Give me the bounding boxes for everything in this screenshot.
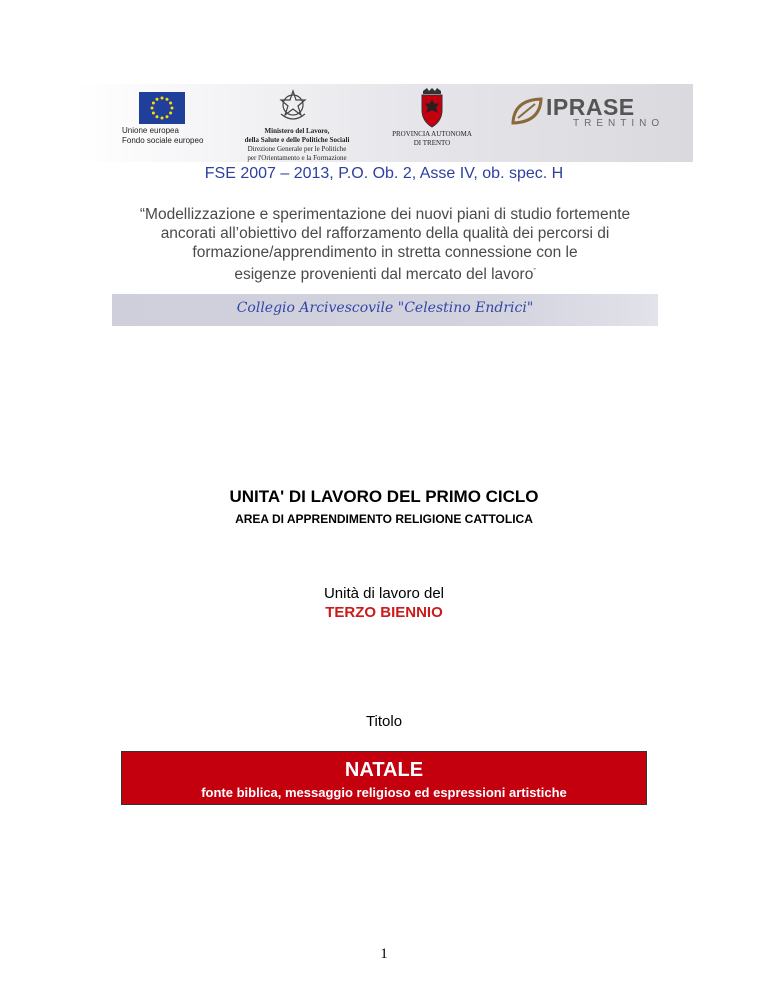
title-subtitle: fonte biblica, messaggio religioso ed espressioni artistiche [201,785,567,800]
italian-republic-emblem-icon [276,88,310,124]
ministry-caption-line2: della Salute e delle Politiche Sociali [244,136,350,144]
trento-shield-icon [419,88,445,128]
ministry-caption-line3: Direzione Generale per le Politiche [247,145,347,153]
unit-of-label: Unità di lavoro del [323,585,445,602]
iprase-leaf-icon [510,96,544,126]
province-caption-line1: PROVINCIA AUTONOMA [392,130,472,138]
title-main: NATALE [344,759,424,781]
project-title-close-quote: ” [533,268,536,275]
area-title: AREA DI APPRENDIMENTO RELIGIONE CATTOLICA [235,512,533,526]
college-name: Collegio Arcivescovile "Celestino Endrici" [236,300,534,316]
project-title-line4: esigenze provenienti dal mercato del lavoro [234,266,534,284]
ministry-caption-line1: Ministero del Lavoro, [264,127,330,135]
ministry-caption-line4: per l'Orientamento e la Formazione [247,154,347,162]
title-box [121,751,647,805]
iprase-logo-name: IPRASE [546,94,635,120]
page-number: 1 [380,946,388,962]
eu-caption [122,126,212,146]
iprase-logo-subtitle: TRENTINO [573,118,665,129]
province-caption-line2: DI TRENTO [413,139,451,147]
eu-caption-line1: Unione europea [122,126,179,135]
titolo-label: Titolo [365,713,403,730]
level-label: TERZO BIENNIO [325,604,443,621]
project-title-line2: ancorati all’obiettivo del rafforzamento della qualità dei percorsi di [160,225,610,242]
eu-flag-logo [139,92,185,124]
college-banner [112,294,658,326]
ministry-caption [232,127,362,163]
fse-program-line: FSE 2007 – 2013, P.O. Ob. 2, Asse IV, ob. spec. H [204,165,564,182]
unit-title: UNITA' DI LAVORO DEL PRIMO CICLO [229,487,539,506]
eu-caption-line2: Fondo sociale europeo [122,136,204,145]
province-caption [372,130,492,148]
project-title-line3: formazione/apprendimento in stretta connessione con le [192,244,578,261]
project-title [90,205,680,284]
eu-stars-icon [139,92,185,124]
project-title-line1: “Modellizzazione e sperimentazione dei nuovi piani di studio fortemente [139,206,631,223]
